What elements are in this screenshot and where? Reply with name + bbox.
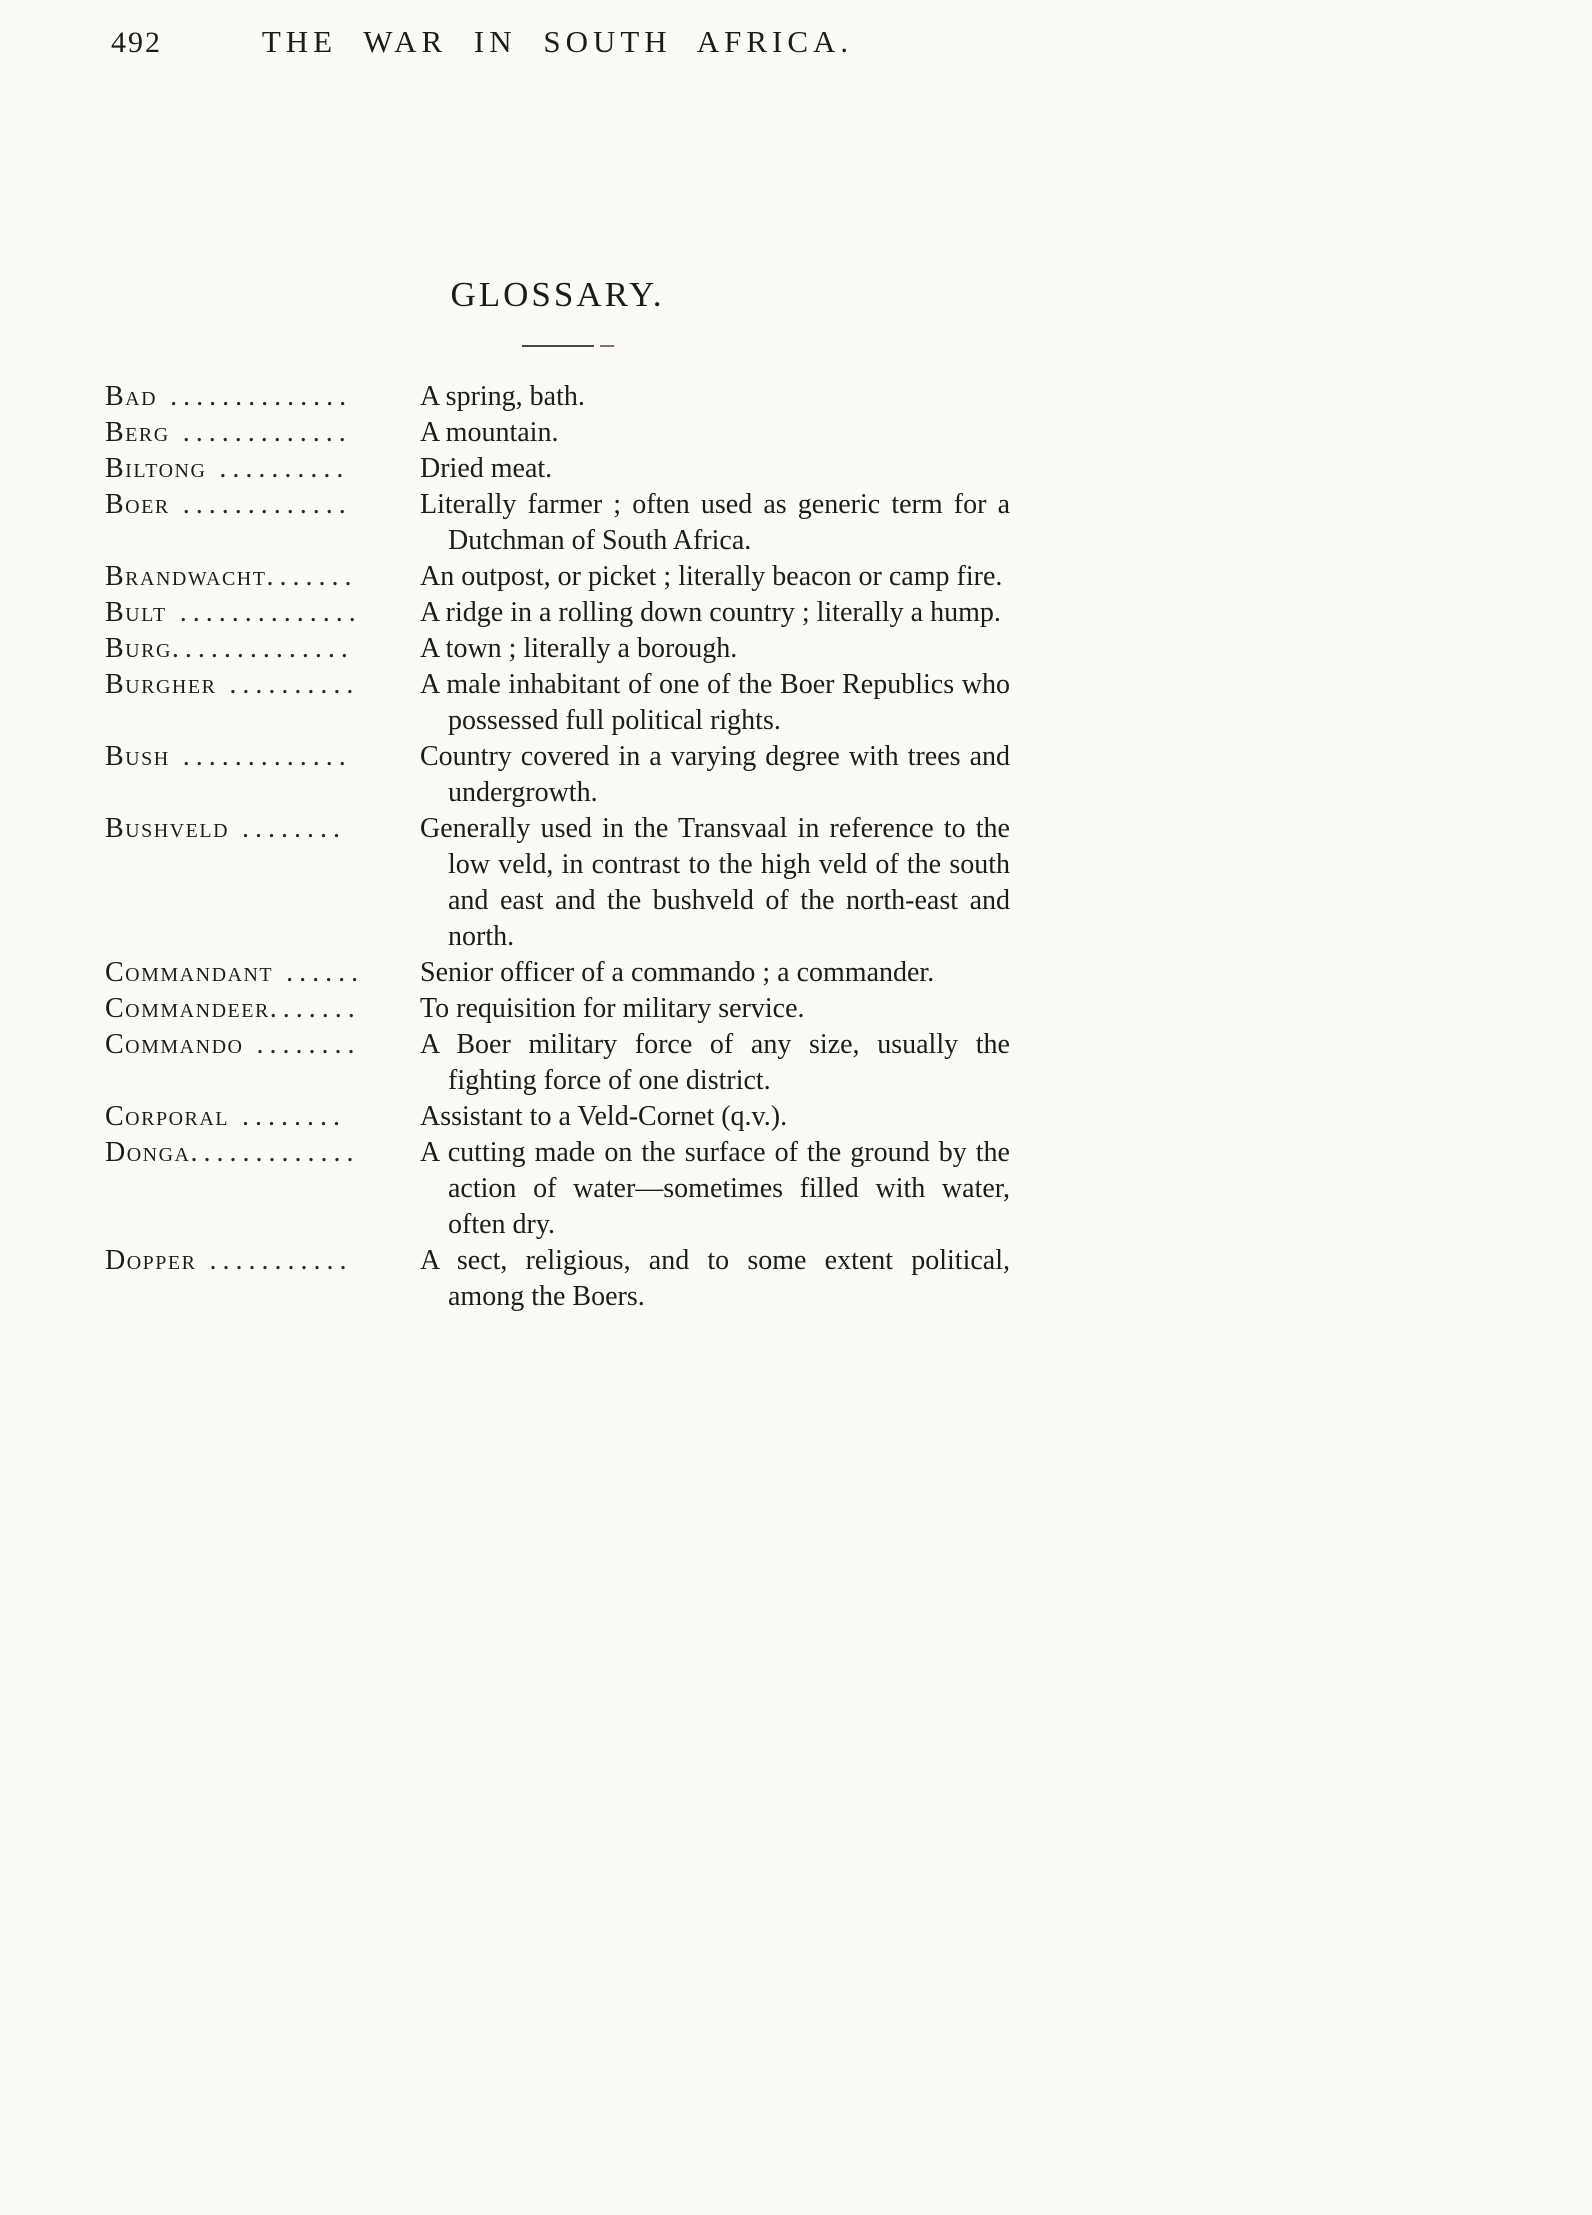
running-title: THE WAR IN SOUTH AFRICA. (261, 24, 854, 59)
glossary-term-cell (105, 415, 420, 451)
glossary-term-cell (105, 451, 420, 487)
dot-leader: ........... (196, 1245, 353, 1276)
dot-leader: .......... (216, 669, 360, 700)
glossary-term-cell (105, 667, 420, 703)
glossary-definition: Country covered in a varying degree with trees and undergrowth. (420, 741, 1010, 808)
glossary-term: Donga (105, 1137, 191, 1168)
glossary-term-cell (105, 379, 420, 415)
glossary-term-cell (105, 559, 420, 595)
glossary-term: Burg (105, 633, 172, 664)
glossary-entry (105, 667, 1010, 739)
glossary-definition: An outpost, or picket ; literally beacon or camp fire. (420, 561, 1003, 592)
section-divider (522, 345, 594, 347)
glossary-definition: A town ; literally a borough. (420, 633, 738, 664)
glossary-entry (105, 1135, 1010, 1243)
glossary-term: Bult (105, 597, 167, 628)
glossary-definition: Assistant to a Veld-Cornet (q.v.). (420, 1101, 788, 1132)
glossary-term: Dopper (105, 1245, 197, 1276)
dot-leader: ............. (190, 1137, 360, 1168)
dot-leader: ........ (229, 1101, 347, 1132)
glossary-entry (105, 487, 1010, 559)
dot-leader: .............. (166, 597, 362, 628)
glossary-entry (105, 1099, 1010, 1135)
glossary-term: Boer (105, 489, 170, 520)
glossary-definition: A male inhabitant of one of the Boer Republics who possessed full political rights. (420, 669, 1010, 736)
glossary-term: Brandwacht (105, 561, 267, 592)
glossary-term: Biltong (105, 453, 207, 484)
dot-leader: ............. (169, 417, 352, 448)
glossary-term-cell (105, 487, 420, 523)
dot-leader: ....... (266, 561, 358, 592)
dot-leader: ....... (269, 993, 361, 1024)
glossary-entry (105, 1243, 1010, 1315)
glossary-entry (105, 595, 1010, 631)
glossary-term: Commando (105, 1029, 244, 1060)
glossary-title: GLOSSARY. (450, 275, 665, 314)
glossary-entry (105, 379, 1010, 415)
glossary-term-cell (105, 595, 420, 631)
glossary-term: Bush (105, 741, 170, 772)
glossary-definition: Literally farmer ; often used as generic term for a Dutchman of South Africa. (420, 489, 1010, 556)
page-header (105, 24, 1010, 70)
dot-leader: .............. (157, 381, 353, 412)
glossary-definition: A ridge in a rolling down country ; literally a hump. (420, 597, 1001, 628)
dot-leader: ............. (169, 489, 352, 520)
dot-leader: .............. (171, 633, 354, 664)
glossary-term: Corporal (105, 1101, 230, 1132)
glossary-term-cell (105, 811, 420, 847)
glossary-definition: To requisition for military service. (420, 993, 805, 1024)
glossary-term: Bushveld (105, 813, 230, 844)
dot-leader: ...... (273, 957, 365, 988)
glossary-term: Berg (105, 417, 170, 448)
dot-leader: .......... (206, 453, 350, 484)
glossary-term-cell (105, 1135, 420, 1171)
dot-leader: ........ (243, 1029, 361, 1060)
glossary-entry (105, 415, 1010, 451)
glossary-term: Burgher (105, 669, 217, 700)
glossary-definition: Generally used in the Transvaal in reference to the low veld, in contrast to the high veld of the south and east and the bushveld of the north-east and north. (420, 813, 1010, 952)
text-block (105, 0, 1010, 1315)
glossary-term-cell (105, 739, 420, 775)
glossary-entry (105, 811, 1010, 955)
dot-leader: ............. (169, 741, 352, 772)
glossary-entry (105, 451, 1010, 487)
glossary-term-cell (105, 991, 420, 1027)
glossary-entries (105, 379, 1010, 1315)
glossary-term: Commandant (105, 957, 274, 988)
dot-leader: ........ (229, 813, 347, 844)
glossary-term: Commandeer (105, 993, 270, 1024)
glossary-term-cell (105, 1099, 420, 1135)
glossary-term-cell (105, 1243, 420, 1279)
glossary-definition: A mountain. (420, 417, 559, 448)
glossary-definition: A cutting made on the surface of the ground by the action of water—sometimes filled with water, often dry. (420, 1137, 1010, 1240)
glossary-entry (105, 955, 1010, 991)
page-number: 492 (111, 26, 162, 59)
glossary-definition: A Boer military force of any size, usually the fighting force of one district. (420, 1029, 1010, 1096)
glossary-term-cell (105, 631, 420, 667)
glossary-entry (105, 559, 1010, 595)
glossary-entry (105, 991, 1010, 1027)
glossary-entry (105, 1027, 1010, 1099)
glossary-term-cell (105, 1027, 420, 1063)
glossary-definition: A sect, religious, and to some extent political, among the Boers. (420, 1245, 1010, 1312)
glossary-entry (105, 631, 1010, 667)
glossary-definition: A spring, bath. (420, 381, 585, 412)
glossary-term: Bad (105, 381, 158, 412)
glossary-entry (105, 739, 1010, 811)
glossary-definition: Dried meat. (420, 453, 553, 484)
glossary-term-cell (105, 955, 420, 991)
glossary-definition: Senior officer of a commando ; a commander. (420, 957, 935, 988)
